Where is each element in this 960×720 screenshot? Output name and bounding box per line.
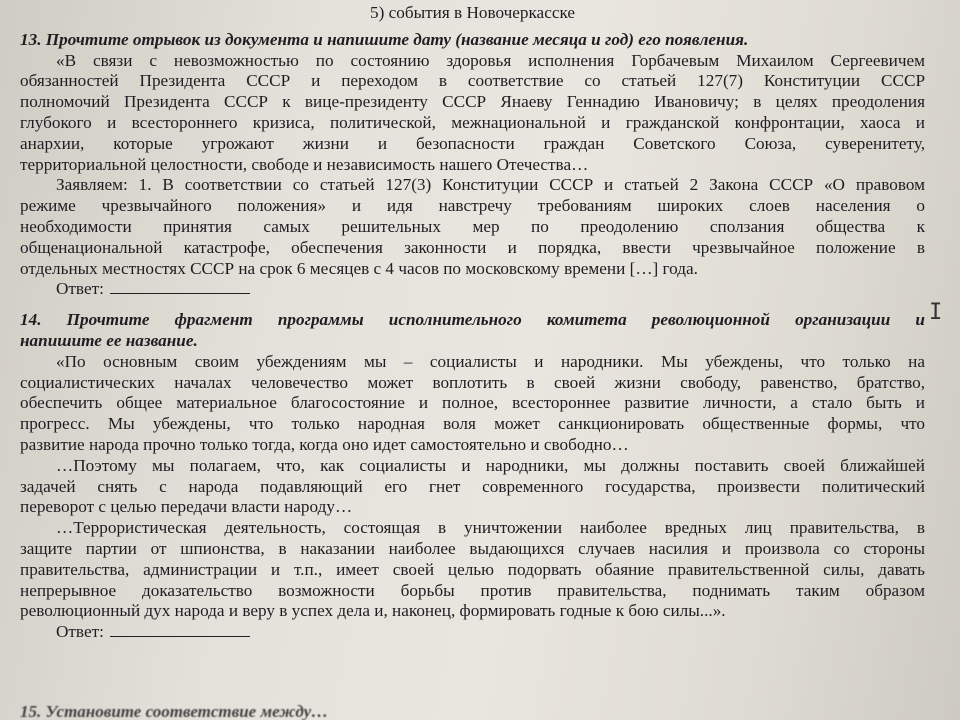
paragraph-line: защите партии от шпионства, в наказании наиболее выдающихся случаев насилия и произвола со стороны	[20, 538, 925, 558]
answer-label: Ответ:	[56, 279, 104, 299]
paragraph-line: переворот с целью передачи власти народу…	[20, 497, 353, 517]
paragraph-line: необходимости принятия самых решительных мер по преодолению сползания общества к	[20, 216, 925, 236]
paragraph-line: …Террористическая деятельность, состоящая в уничтожении наиболее вредных лиц правительства, в	[56, 518, 925, 538]
previous-option: 5) события в Новочеркасске	[370, 3, 575, 22]
paragraph-line: «В связи с невозможностью по состоянию здоровья исполнения Горбачевым Михаилом Сергеевичем	[56, 50, 925, 70]
paragraph-line: территориальной целостности, свободе и независимость нашего Отечества…	[20, 154, 589, 174]
paragraph-line: прогресс. Мы убеждены, что только народная воля может санкционировать общественные формы, что	[20, 414, 925, 434]
paragraph-line: обязанностей Президента СССР и переходом в соответствие со статьей 127(7) Конституции СССР	[20, 71, 925, 91]
paragraph-line: революционный дух народа и веру в успех дела и, наконец, формировать годные к бою силы...».	[20, 601, 726, 621]
answer-blank-13[interactable]	[110, 279, 250, 294]
paragraph-line: правительства, администрации и т.п., имеет своей целью подорвать обаяние правительственной силы, давать	[20, 559, 925, 579]
answer-blank-14[interactable]	[110, 622, 250, 637]
paragraph-line: «По основным своим убеждениям мы – социалисты и народники. Мы убеждены, что только на	[56, 351, 925, 371]
paragraph-line: глубокого и всестороннего кризиса, политической, межнациональной и гражданской конфронтации, хаоса и	[20, 112, 925, 132]
paragraph-line: …Поэтому мы полагаем, что, как социалисты и народники, мы должны поставить своей ближайшей	[56, 455, 925, 475]
paragraph-line: отдельных местностях СССР на срок 6 месяцев с 4 часов по московскому времени […] года.	[20, 258, 698, 278]
question-13-answer	[20, 279, 925, 300]
answer-label: Ответ:	[56, 622, 104, 642]
paragraph-line: полномочий Президента СССР к вице-президенту СССР Янаеву Геннадию Ивановичу; в целях преодоления	[20, 92, 925, 112]
question-14-answer	[20, 622, 925, 643]
question-14-title-line-2: напишите ее название.	[20, 330, 198, 350]
paragraph-line: режиме чрезвычайного положения» и идя навстречу требованиям широких слоев населения о	[20, 196, 925, 216]
question-14-title-line-1: 14. Прочтите фрагмент программы исполнительного комитета революционной организации и	[20, 310, 925, 330]
document-sheet	[20, 0, 925, 643]
paragraph-line: Заявляем: 1. В соответствии со статьей 127(3) Конституции СССР и статьей 2 Закона СССР «О правовом	[56, 175, 925, 195]
paragraph-line: общенациональной катастрофе, обеспечения законности и порядка, ввести чрезвычайное положение в	[20, 237, 925, 257]
paragraph-line: развитие народа прочно только тогда, когда оно идет самостоятельно и свободно…	[20, 434, 629, 454]
question-15-partial: 15. Установите соответствие между…	[20, 702, 329, 720]
paragraph-line: непрерывное доказательство возможности борьбы против правительства, поднимать таким образом	[20, 580, 925, 600]
text-cursor-icon: I	[929, 300, 943, 325]
question-14-body	[20, 352, 925, 622]
question-13-body	[20, 51, 925, 280]
paragraph-line: задачей снять с народа подавляющий его гнет современного государства, произвести политический	[20, 476, 925, 496]
paragraph-line: анархии, которые угрожают жизни и безопасности граждан Советского Союза, суверенитету,	[20, 133, 925, 153]
paragraph-line: обеспечить общее материальное благосостояние и полное, всестороннее развитие личности, а стало быть и	[20, 393, 925, 413]
paragraph-line: социалистических началах человечество может воплотить в своей жизни свободу, равенство, братство,	[20, 372, 925, 392]
question-13-title: 13. Прочтите отрывок из документа и напишите дату (название месяца и год) его появления.	[20, 29, 749, 49]
